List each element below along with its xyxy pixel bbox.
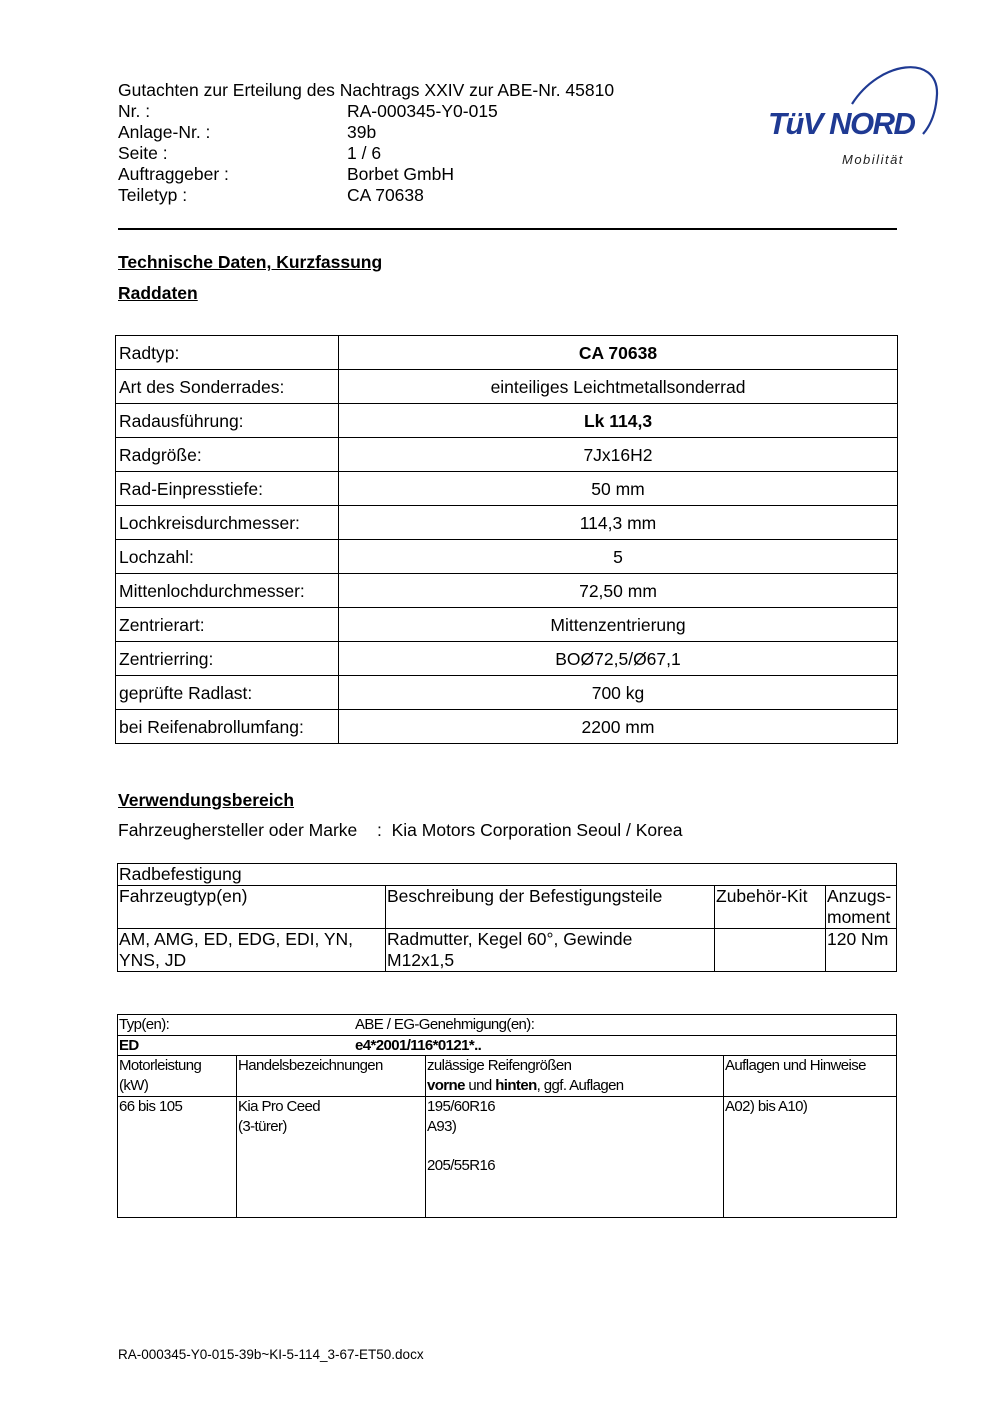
raddaten-value: 7Jx16H2 (339, 438, 898, 472)
table-row (118, 1097, 897, 1218)
table-row (116, 710, 898, 744)
raddaten-value: Mittenzentrierung (339, 608, 898, 642)
raddaten-value: 2200 mm (339, 710, 898, 744)
typen-label-row (118, 1015, 897, 1036)
raddaten-label: Zentrierart: (116, 608, 339, 642)
manufacturer-line (118, 820, 682, 841)
table-row (116, 540, 898, 574)
table-row (116, 404, 898, 438)
table-row (116, 438, 898, 472)
header-divider (118, 228, 897, 230)
table-row (116, 506, 898, 540)
tuv-nord-logo (760, 56, 945, 176)
raddaten-label: bei Reifenabrollumfang: (116, 710, 339, 744)
col-header-motorleistung: Motorleistung (kW) (118, 1056, 237, 1097)
cell-reifengroessen: 195/60R16 A93) 205/55R16 (426, 1097, 724, 1218)
table-header-row (118, 886, 897, 929)
table-row (116, 370, 898, 404)
table-header-row (118, 1056, 897, 1097)
cell-handelsbezeichnung: Kia Pro Ceed (3-türer) (237, 1097, 426, 1218)
raddaten-label: Radausführung: (116, 404, 339, 438)
cell-beschreibung: Radmutter, Kegel 60°, Gewinde M12x1,5 (386, 929, 715, 972)
raddaten-value: CA 70638 (339, 336, 898, 370)
section-heading-technical: Technische Daten, Kurzfassung (118, 252, 383, 272)
logo-subtitle: Mobilität (842, 152, 904, 167)
document-title: Gutachten zur Erteilung des Nachtrags XXIV zur ABE-Nr. 45810 (118, 80, 615, 100)
table-row (116, 642, 898, 676)
logo-wordmark: TüV NORD (768, 106, 915, 141)
cell-fahrzeugtypen: AM, AMG, ED, EDG, EDI, YN, YNS, JD (118, 929, 386, 972)
raddaten-value: 114,3 mm (339, 506, 898, 540)
raddaten-label: Lochzahl: (116, 540, 339, 574)
typ-value: ED (119, 1036, 139, 1054)
table-row (116, 336, 898, 370)
header-row: Auftraggeber : Borbet GmbH (118, 164, 454, 184)
raddaten-value: 700 kg (339, 676, 898, 710)
raddaten-label: Zentrierring: (116, 642, 339, 676)
raddaten-value: Lk 114,3 (339, 404, 898, 438)
raddaten-value: BOØ72,5/Ø67,1 (339, 642, 898, 676)
cell-auflagen: A02) bis A10) (724, 1097, 897, 1218)
raddaten-value: 72,50 mm (339, 574, 898, 608)
col-header-anzugsmoment: Anzugs- moment (826, 886, 897, 929)
col-header-reifengroessen: zulässige Reifengrößen vorne und hinten, ggf. Auflagen (426, 1056, 724, 1097)
raddaten-value: einteiliges Leichtmetallsonderrad (339, 370, 898, 404)
col-header-handelsbezeichnungen: Handelsbezeichnungen (237, 1056, 426, 1097)
typ-label: Typ(en): (119, 1016, 170, 1033)
footer-filename: RA-000345-Y0-015-39b~KI-5-114_3-67-ET50.docx (118, 1347, 424, 1362)
raddaten-label: Mittenlochdurchmesser: (116, 574, 339, 608)
abe-label: ABE / EG-Genehmigung(en): (355, 1016, 535, 1033)
table-row (116, 608, 898, 642)
header-row: Nr. : RA-000345-Y0-015 (118, 101, 498, 121)
manufacturer-label: Fahrzeughersteller oder Marke (118, 820, 358, 840)
col-header-auflagen: Auflagen und Hinweise (724, 1056, 897, 1097)
header-row: Seite : 1 / 6 (118, 143, 382, 163)
header-row: Teiletyp : CA 70638 (118, 185, 424, 205)
abe-value: e4*2001/116*0121*.. (355, 1036, 482, 1054)
radbefestigung-table (117, 863, 897, 972)
raddaten-value: 50 mm (339, 472, 898, 506)
raddaten-label: geprüfte Radlast: (116, 676, 339, 710)
table-row (118, 929, 897, 972)
table-row (116, 574, 898, 608)
cell-motorleistung: 66 bis 105 (118, 1097, 237, 1218)
raddaten-label: Art des Sonderrades: (116, 370, 339, 404)
section-heading-raddaten: Raddaten (118, 283, 198, 303)
raddaten-label: Radgröße: (116, 438, 339, 472)
cell-anzugsmoment: 120 Nm (826, 929, 897, 972)
radbefestigung-title: Radbefestigung (118, 864, 897, 886)
cell-zubehoer (715, 929, 826, 972)
section-heading-verwendung: Verwendungsbereich (118, 790, 295, 810)
document-header (118, 80, 614, 206)
raddaten-table (115, 335, 898, 744)
manufacturer-value: Kia Motors Corporation Seoul / Korea (391, 820, 683, 840)
raddaten-label: Lochkreisdurchmesser: (116, 506, 339, 540)
col-header-fahrzeugtyp: Fahrzeugtyp(en) (118, 886, 386, 929)
table-row (116, 472, 898, 506)
raddaten-label: Radtyp: (116, 336, 339, 370)
table-row (116, 676, 898, 710)
manufacturer-separator: : (377, 820, 382, 840)
typen-value-row (118, 1035, 897, 1056)
header-row: Anlage-Nr. : 39b (118, 122, 377, 142)
col-header-zubehoer: Zubehör-Kit (715, 886, 826, 929)
typen-table (117, 1014, 897, 1218)
raddaten-label: Rad-Einpresstiefe: (116, 472, 339, 506)
col-header-beschreibung: Beschreibung der Befestigungsteile (386, 886, 715, 929)
raddaten-value: 5 (339, 540, 898, 574)
